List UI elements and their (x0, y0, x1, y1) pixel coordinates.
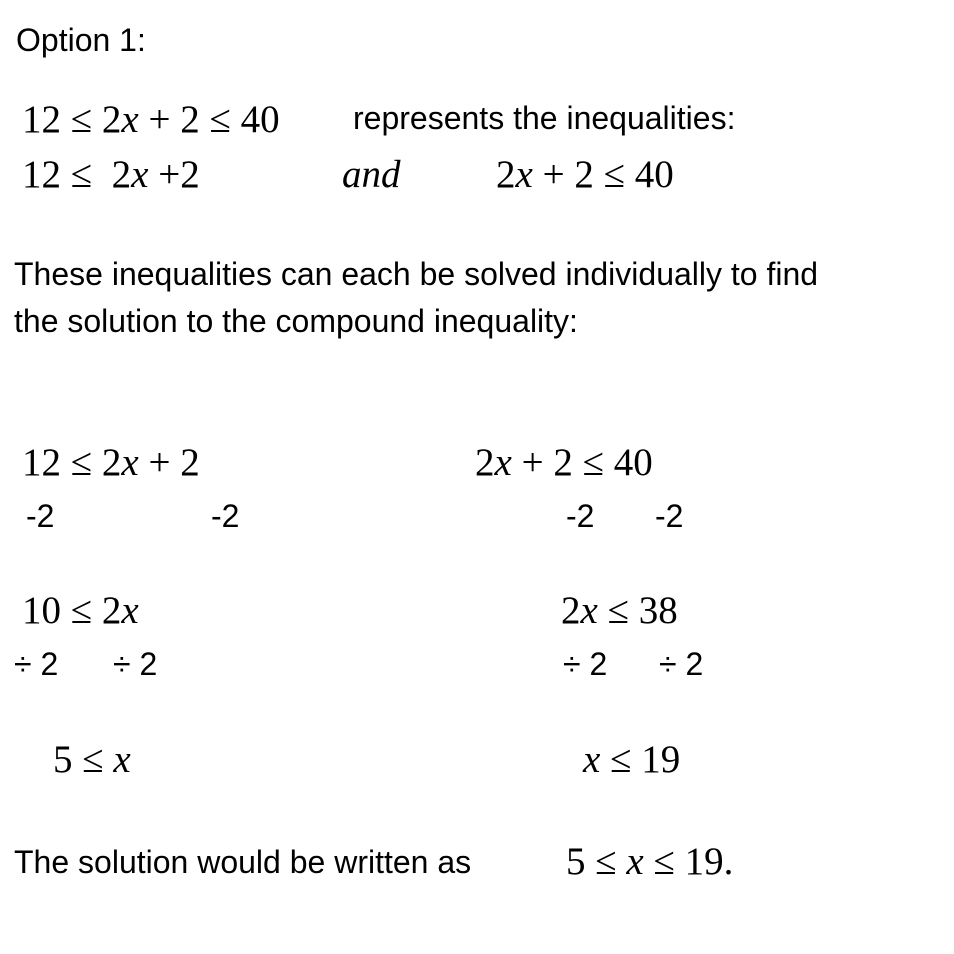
variable: x (515, 153, 533, 196)
operator: + (148, 441, 171, 484)
coefficient: 2 (101, 441, 122, 484)
coefficient: 2 (111, 153, 132, 196)
relation-symbol: ≤ (582, 441, 604, 484)
term: 12 (22, 153, 61, 196)
final-answer (566, 842, 733, 881)
connector-word: and (342, 153, 401, 196)
operator: + (542, 153, 565, 196)
term: 12 (22, 441, 61, 484)
conclusion-text: The solution would be written as (14, 844, 472, 880)
term: 19 (684, 840, 724, 883)
relation-symbol: ≤ (70, 441, 93, 484)
period: . (723, 840, 734, 883)
right-step-1 (475, 443, 653, 482)
coefficient: 2 (101, 98, 122, 141)
relation-symbol: ≤ (82, 738, 104, 781)
right-step-3 (583, 740, 680, 779)
relation-symbol: ≤ (209, 98, 231, 141)
coefficient: 2 (561, 589, 581, 632)
left-divide-a: ÷ 2 (14, 646, 59, 682)
relation-symbol: ≤ (70, 589, 93, 632)
coefficient: 2 (101, 589, 122, 632)
term: 38 (638, 589, 678, 632)
coefficient: 2 (475, 441, 495, 484)
variable: x (580, 589, 598, 632)
term: 40 (240, 98, 280, 141)
split-first-inequality (22, 155, 200, 194)
page-heading: Option 1: (16, 22, 146, 58)
relation-symbol: ≤ (610, 738, 632, 781)
relation-symbol: ≤ (70, 153, 93, 196)
right-subtract-b: -2 (655, 498, 684, 534)
variable: x (626, 840, 644, 883)
relation-symbol: ≤ (70, 98, 93, 141)
split-second-inequality (496, 155, 674, 194)
term: 2 (553, 441, 573, 484)
right-divide-a: ÷ 2 (563, 646, 608, 682)
relation-symbol: ≤ (603, 153, 625, 196)
term: 5 (566, 840, 586, 883)
compound-inequality (22, 100, 280, 139)
left-divide-b: ÷ 2 (113, 646, 158, 682)
variable: x (494, 441, 512, 484)
term: 40 (613, 441, 653, 484)
term: 40 (634, 153, 674, 196)
relation-symbol: ≤ (595, 840, 617, 883)
left-step-2 (22, 591, 139, 630)
variable: x (113, 738, 131, 781)
variable: x (121, 98, 139, 141)
term: 10 (22, 589, 61, 632)
relation-symbol: ≤ (607, 589, 629, 632)
operator: + (521, 441, 544, 484)
right-divide-b: ÷ 2 (659, 646, 704, 682)
relation-symbol: ≤ (653, 840, 675, 883)
left-step-1 (22, 443, 200, 482)
right-subtract-a: -2 (566, 498, 595, 534)
variable: x (121, 441, 139, 484)
term: 19 (641, 738, 681, 781)
term: 5 (53, 738, 73, 781)
coefficient: 2 (496, 153, 516, 196)
paragraph-line-2: the solution to the compound inequality: (14, 303, 578, 339)
term: 12 (22, 98, 61, 141)
variable: x (583, 738, 601, 781)
intro-text: represents the inequalities: (353, 100, 736, 136)
left-subtract-a: -2 (26, 498, 55, 534)
left-step-3 (53, 740, 131, 779)
operator: + (148, 98, 171, 141)
term: 2 (180, 441, 200, 484)
left-subtract-b: -2 (211, 498, 240, 534)
variable: x (131, 153, 149, 196)
term: 2 (574, 153, 594, 196)
variable: x (121, 589, 139, 632)
paragraph-line-1: These inequalities can each be solved individually to find (14, 256, 819, 292)
term: +2 (158, 153, 200, 196)
term: 2 (180, 98, 200, 141)
right-step-2 (561, 591, 678, 630)
